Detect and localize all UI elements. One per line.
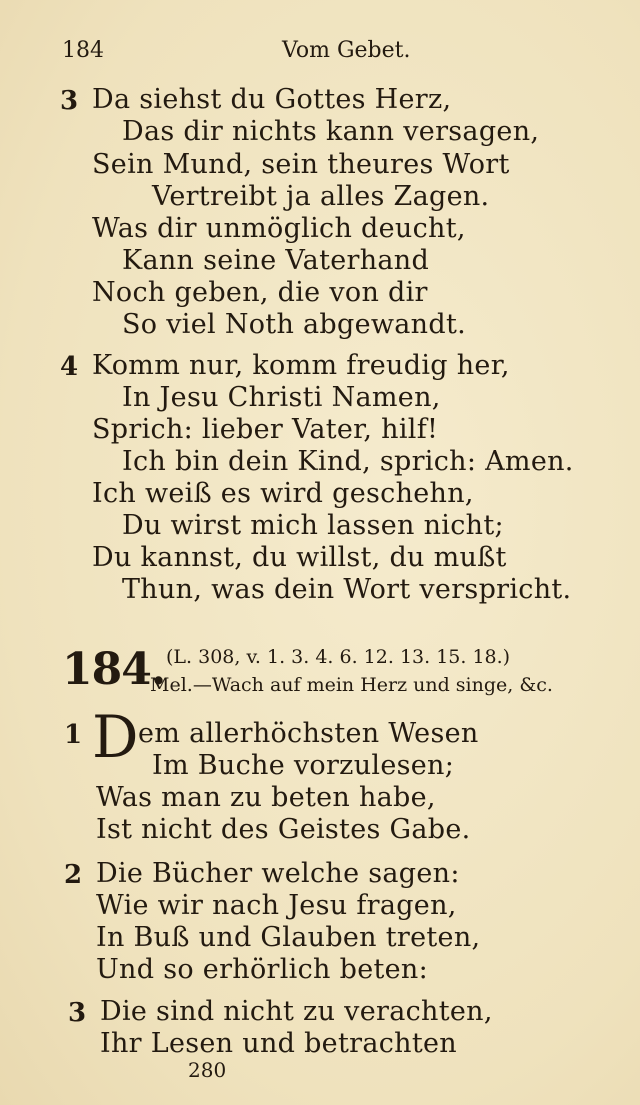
verse-line: Die Bücher welche sagen: bbox=[96, 858, 460, 889]
hymn-reference: (L. 308, v. 1. 3. 4. 6. 12. 13. 15. 18.) bbox=[166, 646, 511, 668]
verse-line: Da siehst du Gottes Herz, bbox=[92, 84, 452, 115]
verse-line: In Jesu Christi Namen, bbox=[122, 382, 441, 413]
verse-line: Kann seine Vaterhand bbox=[122, 245, 430, 276]
verse-line: So viel Noth abgewandt. bbox=[122, 309, 466, 340]
verse-line: Komm nur, komm freudig her, bbox=[92, 350, 510, 381]
verse-line: Vertreibt ja alles Zagen. bbox=[152, 181, 490, 212]
stanza-number: 1 bbox=[64, 720, 83, 750]
melody-line: Mel.—Wach auf mein Herz und singe, &c. bbox=[150, 674, 553, 696]
verse-line: In Buß und Glauben treten, bbox=[96, 922, 481, 953]
verse-line: Du wirst mich lassen nicht; bbox=[122, 510, 504, 541]
stanza-number: 3 bbox=[60, 86, 79, 116]
verse-line: Ich weiß es wird geschehn, bbox=[92, 478, 474, 509]
verse-line: Ist nicht des Geistes Gabe. bbox=[96, 814, 471, 845]
verse-line: Thun, was dein Wort verspricht. bbox=[122, 574, 572, 605]
running-title: Vom Gebet. bbox=[282, 38, 411, 63]
verse-line: Die sind nicht zu verachten, bbox=[100, 996, 493, 1027]
verse-line: em allerhöchsten Wesen bbox=[138, 718, 479, 749]
verse-line: Du kannst, du willst, du mußt bbox=[92, 542, 507, 573]
drop-cap: D bbox=[92, 703, 139, 771]
stanza-number: 3 bbox=[68, 998, 87, 1028]
verse-line: Was dir unmöglich deucht, bbox=[92, 213, 466, 244]
verse-line: Noch geben, die von dir bbox=[92, 277, 428, 308]
verse-line: Wie wir nach Jesu fragen, bbox=[96, 890, 457, 921]
verse-line: Sprich: lieber Vater, hilf! bbox=[92, 414, 439, 445]
stanza-number: 2 bbox=[64, 860, 83, 890]
verse-line: Das dir nichts kann versagen, bbox=[122, 116, 540, 147]
verse-line: Ich bin dein Kind, sprich: Amen. bbox=[122, 446, 574, 477]
stanza-number: 4 bbox=[60, 352, 79, 382]
signature-number: 280 bbox=[188, 1058, 227, 1082]
verse-line: Im Buche vorzulesen; bbox=[152, 750, 455, 781]
hymn-number: 184. bbox=[62, 644, 166, 695]
verse-line: Sein Mund, sein theures Wort bbox=[92, 149, 510, 180]
verse-line: Ihr Lesen und betrachten bbox=[100, 1028, 457, 1059]
verse-line: Und so erhörlich beten: bbox=[96, 954, 428, 985]
page-number: 184 bbox=[62, 38, 104, 63]
verse-line: Was man zu beten habe, bbox=[96, 782, 436, 813]
